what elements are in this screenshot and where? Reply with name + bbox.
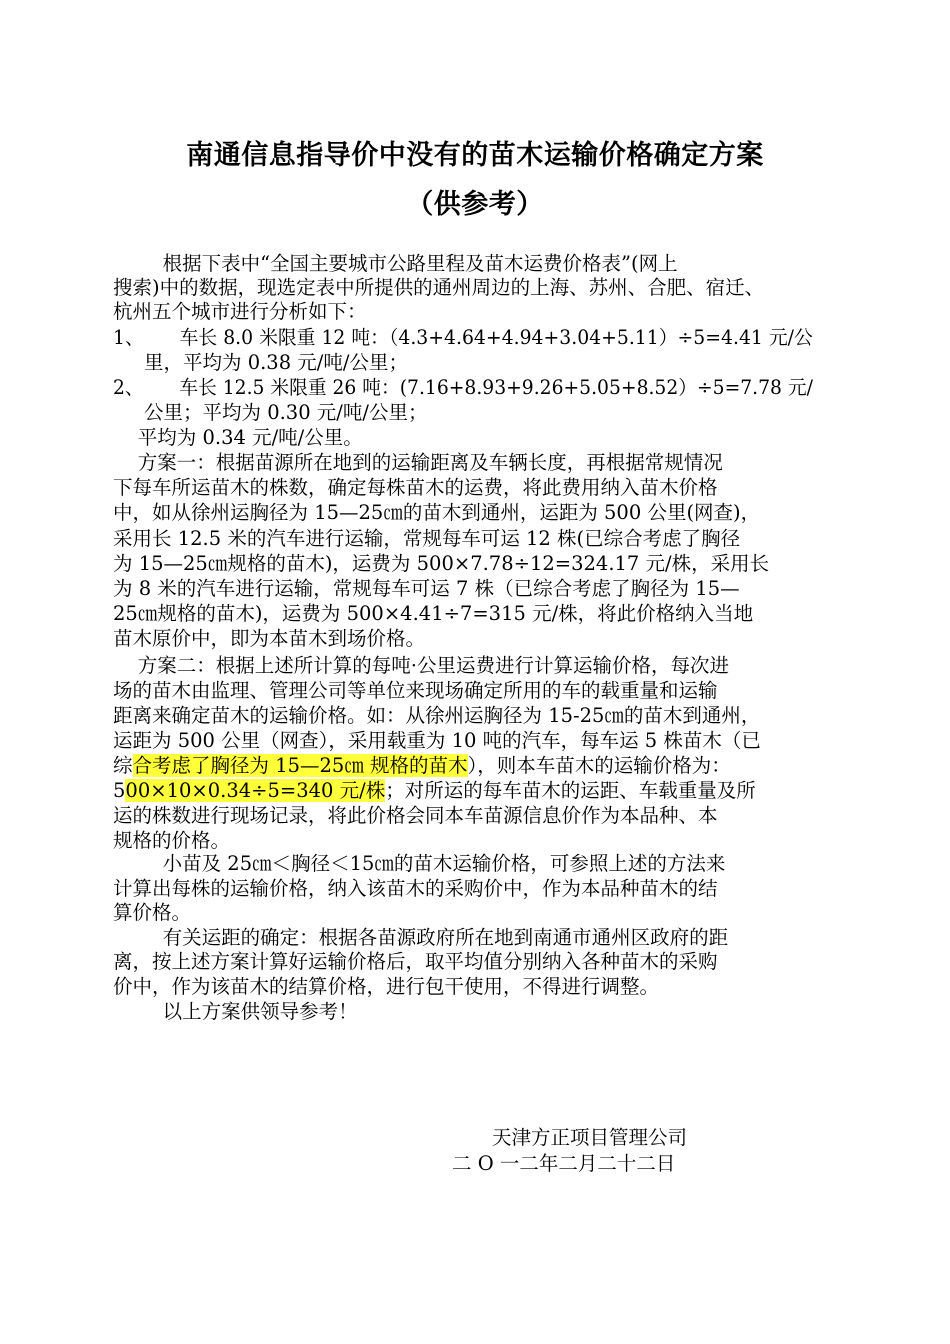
body-line xyxy=(113,975,659,999)
body-line xyxy=(113,654,729,678)
body-line xyxy=(113,276,764,300)
body-line-text: 综 xyxy=(113,754,133,777)
body-line-text: 5 xyxy=(113,779,126,802)
body-line-text: 算价格。 xyxy=(113,901,192,924)
body-line xyxy=(113,877,718,901)
body-line xyxy=(113,376,813,400)
body-line xyxy=(113,804,718,828)
body-line-text: 苗木原价中，即为本苗木到场价格。 xyxy=(113,627,426,650)
body-line xyxy=(113,679,718,703)
body-line xyxy=(113,1000,358,1024)
body-line-text: 运的株数进行现场记录，将此价格会同本车苗源信息价作为本品种、本 xyxy=(113,804,718,827)
body-line-text: 平均为 0.34 元/吨/公里。 xyxy=(113,426,363,449)
body-line xyxy=(113,627,425,651)
body-line-text: 计算出每株的运输价格，纳入该苗木的采购价中，作为本品种苗木的结 xyxy=(113,877,718,900)
body-line-text: 中，如从徐州运胸径为 15—25㎝的苗木到通州，运距为 500 公里(网查)， xyxy=(113,501,761,524)
body-line-text: 场的苗木由监理、管理公司等单位来现场确定所用的车的载重量和运输 xyxy=(113,679,718,702)
body-line-text: 下每车所运苗木的株数，确定每株苗木的运费，将此费用纳入苗木价格 xyxy=(113,476,718,499)
body-line xyxy=(113,852,725,876)
body-line-text: 有关运距的确定：根据各苗源政府所在地到南通市通州区政府的距 xyxy=(113,926,729,949)
body-line xyxy=(113,476,718,500)
body-line xyxy=(113,577,740,601)
body-line-text: 运距为 500 公里（网查），采用载重为 10 吨的汽车，每车运 5 株苗木（已 xyxy=(113,729,761,752)
signature-date: 二 O 一二年二月二十二日 xyxy=(452,1152,676,1175)
body-line xyxy=(113,754,731,778)
body-line xyxy=(113,252,678,276)
body-line-text: 距离来确定苗木的运输价格。如：从徐州运胸径为 15-25㎝的苗木到通州， xyxy=(113,704,761,727)
body-line-text: 杭州五个城市进行分析如下： xyxy=(113,300,367,323)
body-line xyxy=(113,704,760,728)
body-line-text: 为 8 米的汽车进行运输，常规每车可运 7 株（已综合考虑了胸径为 15— xyxy=(113,577,740,600)
body-line-text: 小苗及 25㎝＜胸径＜15㎝的苗木运输价格，可参照上述的方法来 xyxy=(113,852,726,875)
body-line-text: 以上方案供领导参考！ xyxy=(113,1000,358,1023)
document-subtitle: （供参考） xyxy=(406,189,544,220)
body-line xyxy=(113,401,427,425)
body-line-text: 方案一：根据苗源所在地到的运输距离及车辆长度，再根据常规情况 xyxy=(113,451,723,474)
body-line xyxy=(113,779,756,803)
body-line xyxy=(113,926,728,950)
body-line xyxy=(113,901,191,925)
highlighted-text: 合考虑了胸径为 15—25㎝ 规格的苗木 xyxy=(132,754,468,777)
body-line xyxy=(113,501,760,525)
document-title: 南通信息指导价中没有的苗木运输价格确定方案 xyxy=(186,140,764,171)
body-line-text: 搜索)中的数据，现选定表中所提供的通州周边的上海、苏州、合肥、宿迁、 xyxy=(113,276,765,299)
body-line xyxy=(113,426,363,450)
body-line xyxy=(113,950,718,974)
body-line-text: 离，按上述方案计算好运输价格后，取平均值分别纳入各种苗木的采购 xyxy=(113,950,718,973)
body-line xyxy=(113,326,813,350)
body-line-text: ），则本车苗木的运输价格为： xyxy=(467,754,731,777)
body-line xyxy=(113,602,753,626)
body-line-text: 1、 车长 8.0 米限重 12 吨：（4.3+4.64+4.94+3.04+5.11）÷5=4.41 元/公 xyxy=(113,326,813,349)
body-line-text: 里，平均为 0.38 元/吨/公里； xyxy=(113,351,408,374)
body-line-text: 公里；平均为 0.30 元/吨/公里； xyxy=(113,401,428,424)
body-line xyxy=(113,351,408,375)
body-line-text: 为 15—25㎝规格的苗木)，运费为 500×7.78÷12=324.17 元/株，采用长 xyxy=(113,552,770,575)
highlighted-text: 00×10×0.34÷5=340 元/株 xyxy=(125,779,386,802)
body-line-text: 采用长 12.5 米的汽车进行运输，常规每车可运 12 株(已综合考虑了胸径 xyxy=(113,527,741,550)
body-line xyxy=(113,729,761,753)
body-line xyxy=(113,300,367,324)
body-line-text: 25㎝规格的苗木)，运费为 500×4.41÷7=315 元/株，将此价格纳入当地 xyxy=(113,602,754,625)
body-line-text: 规格的价格。 xyxy=(113,829,231,852)
body-line-text: 2、 车长 12.5 米限重 26 吨：(7.16+8.93+9.26+5.05+8.52）÷5=7.78 元/ xyxy=(113,376,813,399)
body-line-text: 根据下表中“全国主要城市公路里程及苗木运费价格表”(网上 xyxy=(113,252,678,275)
signature-company: 天津方正项目管理公司 xyxy=(492,1126,688,1149)
body-line xyxy=(113,829,230,853)
body-line xyxy=(113,527,740,551)
body-line-text: ；对所运的每车苗木的运距、车载重量及所 xyxy=(385,779,756,802)
body-line xyxy=(113,451,723,475)
body-line-text: 价中，作为该苗木的结算价格，进行包干使用，不得进行调整。 xyxy=(113,975,660,998)
body-line-text: 方案二：根据上述所计算的每吨·公里运费进行计算运输价格，每次进 xyxy=(113,654,729,677)
body-line xyxy=(113,552,769,576)
